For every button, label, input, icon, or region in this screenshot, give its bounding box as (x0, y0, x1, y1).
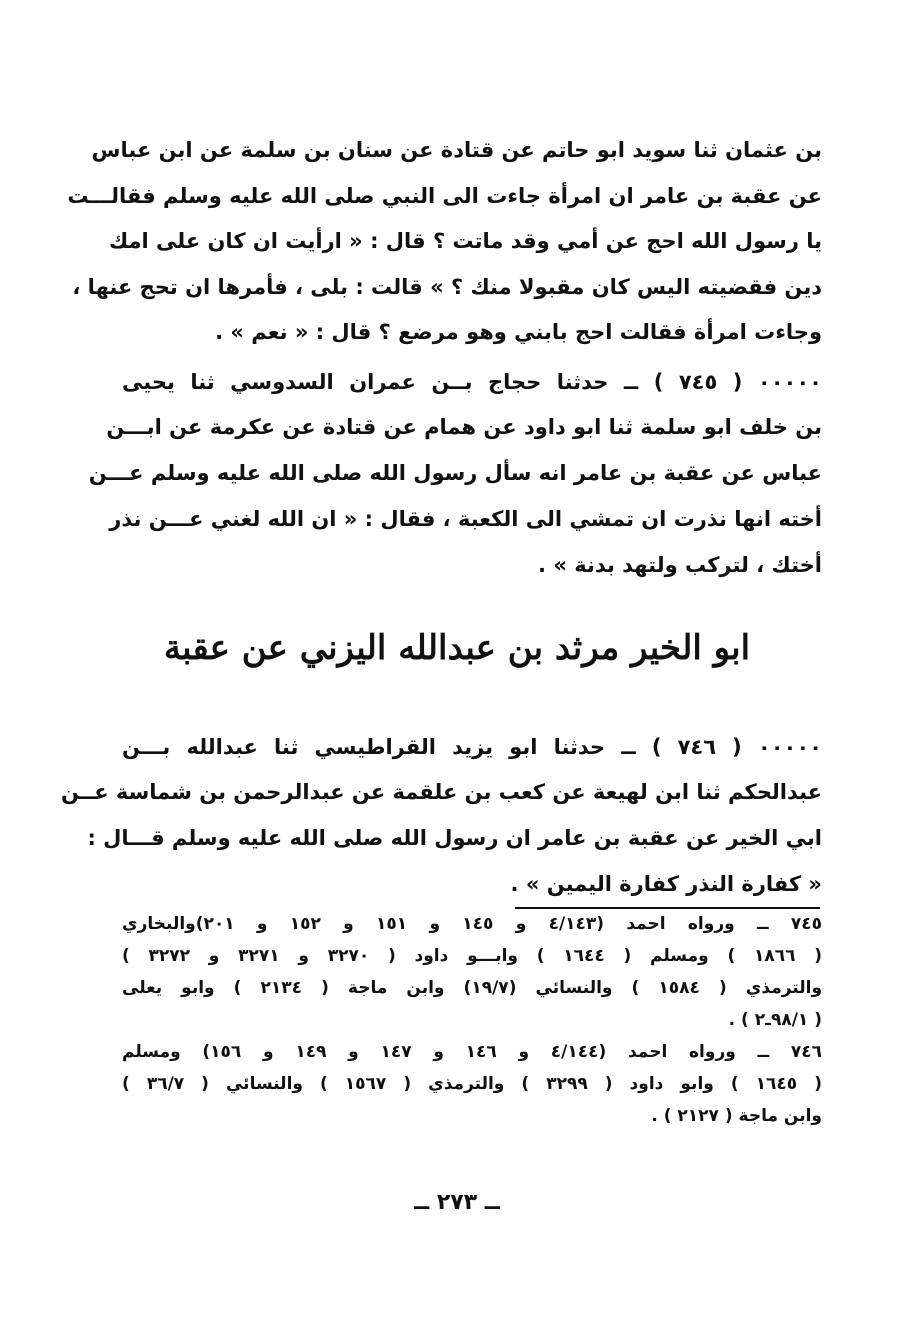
page-number: ــ ٢٧٣ ــ (414, 1190, 500, 1215)
footnote-line: ( ٩٨/١ـ٢ ) . (728, 1010, 822, 1030)
text-line: وجاءت امرأة فقالت احج بابني وهو مرضع ؟ قال : « نعم » . (215, 320, 822, 344)
footnote-line: ٧٤٥ ــ ورواه احمد (٤/١٤٣ و ١٤٥ و ١٥١ و ١٥٢ و ٢٠١)والبخاري (122, 914, 822, 934)
hadith-line: أختك ، لتركب ولتهد بدنة » . (538, 553, 822, 577)
text-line: يا رسول الله احج عن أمي وقد ماتت ؟ قال : « ارأيت ان كان على امك (108, 229, 822, 253)
hadith-line: « كفارة النذر كفارة اليمين » . (510, 872, 822, 896)
footnote-line: ( ١٨٦٦ ) ومسلم ( ١٦٤٤ ) وابـــو داود ( ٣٢٧٠ و ٣٢٧١ و ٣٢٧٢ ) (122, 946, 823, 966)
hadith-line: عباس عن عقبة بن عامر انه سأل رسول الله صلى الله عليه وسلم عـــن (88, 461, 822, 485)
section-heading: ابو الخير مرثد بن عبدالله اليزني عن عقبة (163, 628, 751, 668)
hadith-line: أخته انها نذرت ان تمشي الى الكعبة ، فقال : « ان الله لغني عـــن نذر (109, 507, 822, 531)
hadith-line: ٠٠٠٠٠ ( ٧٤٦ ) ــ حدثنا ابو يزيد القراطيسي ثنا عبدالله بـــن (122, 735, 822, 759)
footnote-line: ( ١٦٤٥ ) وابو داود ( ٣٢٩٩ ) والترمذي ( ١٥٦٧ ) والنسائي ( ٣٦/٧ ) (122, 1074, 822, 1094)
footnote-line: وابن ماجة ( ٢١٢٧ ) . (651, 1106, 822, 1126)
hadith-line: بن خلف ابو سلمة ثنا ابو داود عن همام عن قتادة عن عكرمة عن ابـــن (106, 415, 822, 439)
text-line: عن عقبة بن عامر ان امرأة جاءت الى النبي صلى الله عليه وسلم فقالـــت (67, 184, 822, 208)
hadith-line: ابي الخير عن عقبة بن عامر ان رسول الله صلى الله عليه وسلم قـــال : (87, 826, 822, 850)
text-line: دين فقضيته اليس كان مقبولا منك ؟ » قالت : بلى ، فأمرها ان تحج عنها ، (72, 275, 822, 299)
footnote-line: والترمذي ( ١٥٨٤ ) والنسائي (١٩/٧) وابن ماجة ( ٢١٣٤ ) وابو يعلى (122, 978, 823, 998)
hadith-line: عبدالحكم ثنا ابن لهيعة عن كعب بن علقمة عن عبدالرحمن بن شماسة عــن (60, 780, 822, 804)
footnote-line: ٧٤٦ ــ ورواه احمد (٤/١٤٤ و ١٤٦ و ١٤٧ و ١٤٩ و ١٥٦) ومسلم (122, 1042, 822, 1062)
hadith-line: ٠٠٠٠٠ ( ٧٤٥ ) ــ حدثنا حجاج بــن عمران السدوسي ثنا يحيى (122, 370, 822, 394)
text-line: بن عثمان ثنا سويد ابو حاتم عن قتادة عن سنان بن سلمة عن ابن عباس (91, 138, 822, 162)
footnote-divider (515, 907, 820, 909)
